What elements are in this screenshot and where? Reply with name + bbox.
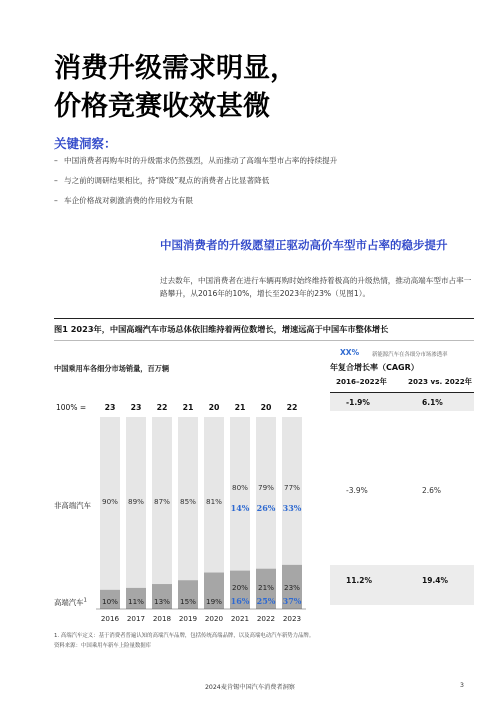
row-label-premium-sup: 1 (83, 597, 87, 604)
page-title-line-1: 消费升级需求明显， (54, 53, 297, 84)
row-label-non-premium: 非高端汽车 (54, 501, 91, 510)
page-title-line-2: 价格竞赛收效甚微 (54, 91, 270, 122)
cagr-non-premium-2: 2.6% (422, 486, 442, 495)
insight-text: 车企价格战对刺激消费的作用较为有限 (64, 196, 194, 205)
value-label-non-premium: 79% (258, 483, 274, 492)
value-label-non-premium: 87% (154, 497, 170, 506)
cagr-title: 年复合增长率（CAGR） (330, 363, 419, 372)
footnote-definition: 1. 高端汽车定义：基于消费者普遍认知的高端汽车品牌，包括传统高端品牌，以及高端电动汽车新势力品牌。 (54, 633, 315, 639)
value-label-non-premium: 85% (180, 497, 196, 506)
x-tick-label: 2021 (230, 614, 250, 623)
bar-non-premium (256, 417, 276, 569)
total-label: 21 (182, 403, 194, 412)
value-label-non-premium: 81% (206, 497, 222, 506)
x-tick-label: 2018 (152, 614, 172, 623)
value-label-premium: 11% (128, 597, 144, 606)
cagr-total-2: 6.1% (422, 398, 443, 407)
legend-text: 新能源汽车在各细分市场渗透率 (372, 352, 448, 358)
nev-label-non-premium: 14% (230, 503, 250, 513)
value-label-premium: 15% (180, 597, 196, 606)
dash-icon: – (54, 156, 58, 165)
section-heading: 中国消费者的升级愿望正驱动高价车型市占率的稳步提升 (160, 238, 448, 252)
value-label-non-premium: 89% (128, 497, 144, 506)
total-label: 23 (104, 403, 116, 412)
value-label-premium: 19% (206, 597, 222, 606)
insight-text: 中国消费者再购车时的升级需求仍然强烈，从而推动了高端车型市占率的持续提升 (64, 156, 338, 165)
footnote-source: 资料来源：中国乘用车新车上险量数据库 (54, 643, 152, 649)
nev-label-premium: 16% (230, 596, 250, 606)
dash-icon: – (54, 196, 58, 205)
total-label: 22 (156, 403, 168, 412)
cagr-premium-2: 19.4% (422, 576, 449, 585)
bar-non-premium (204, 417, 224, 573)
cagr-header-1: 2016–2022年 (336, 377, 387, 386)
x-tick-label: 2023 (282, 614, 302, 623)
section-body: 过去数年，中国消费者在进行车辆再购时始终维持着极高的升级热情，推动高端车型市占率一路攀升，从2016年的10%，增长至2023年的23%（见图1）。 (160, 276, 472, 298)
value-label-premium: 20% (232, 583, 248, 592)
cagr-premium-1: 11.2% (346, 576, 373, 585)
total-label: 22 (286, 403, 298, 412)
total-prefix-label: 100% = (56, 403, 87, 412)
cagr-total-1: -1.9% (346, 398, 370, 407)
value-label-non-premium: 77% (284, 483, 300, 492)
x-tick-label: 2020 (204, 614, 224, 623)
total-label: 20 (260, 403, 272, 412)
cagr-row-bg-premium (330, 565, 474, 605)
page-number: 3 (460, 682, 464, 689)
row-label-premium-text: 高端汽车 (54, 598, 84, 607)
value-label-premium: 10% (102, 597, 118, 606)
nev-label-premium: 25% (256, 596, 276, 606)
nev-label-premium: 37% (282, 596, 302, 606)
footnotes (54, 631, 474, 651)
cagr-header-2: 2023 vs. 2022年 (408, 377, 472, 386)
insight-text: 与之前的调研结果相比，持“降级”观点的消费者占比显著降低 (64, 176, 270, 185)
insights-heading: 关键洞察： (54, 136, 117, 151)
bar-non-premium (230, 417, 250, 571)
value-label-premium: 21% (258, 583, 274, 592)
page-footer: 2024麦肯锡中国汽车消费者洞察 (205, 684, 295, 691)
dash-icon: – (54, 176, 58, 185)
legend-marker: XX% (340, 348, 360, 357)
figure-title: 图1 2023年，中国高端汽车市场总体依旧维持着两位数增长，增速远高于中国车市整体增长 (54, 324, 389, 334)
total-label: 20 (208, 403, 220, 412)
value-label-non-premium: 90% (102, 497, 118, 506)
x-tick-label: 2016 (100, 614, 120, 623)
value-label-premium: 13% (154, 597, 170, 606)
x-tick-label: 2022 (256, 614, 276, 623)
nev-label-non-premium: 26% (256, 503, 276, 513)
value-label-non-premium: 80% (232, 483, 248, 492)
cagr-panel (330, 377, 474, 605)
x-tick-label: 2017 (126, 614, 146, 623)
nev-label-non-premium: 33% (282, 503, 302, 513)
value-label-premium: 23% (284, 583, 300, 592)
chart-title: 中国乘用车各细分市场销量，百万辆 (54, 364, 170, 373)
total-label: 21 (234, 403, 246, 412)
total-label: 23 (130, 403, 142, 412)
cagr-non-premium-1: -3.9% (346, 486, 368, 495)
x-tick-label: 2019 (178, 614, 198, 623)
